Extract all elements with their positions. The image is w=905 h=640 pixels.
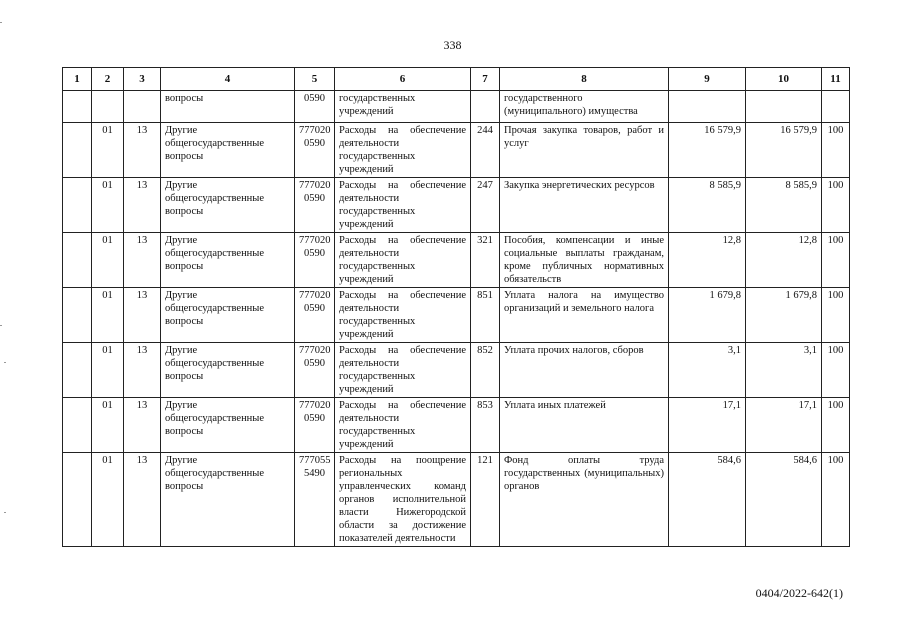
cell-target-article-name: Расходы на обеспечение деятельности государственных учреждений xyxy=(335,288,471,343)
scan-mark xyxy=(4,512,6,513)
cell-row-number xyxy=(63,288,92,343)
cell-amount-executed: 1 679,8 xyxy=(746,288,822,343)
cell-section: 01 xyxy=(92,398,124,453)
cell-subsection-name: Другие общегосударственные вопросы xyxy=(161,123,295,178)
cell-row-number xyxy=(63,233,92,288)
cell-amount-planned: 16 579,9 xyxy=(669,123,746,178)
cell-target-article: 777020 0590 xyxy=(295,233,335,288)
cell-amount-planned: 584,6 xyxy=(669,453,746,547)
cell-percent: 100 xyxy=(822,178,850,233)
header-cell: 4 xyxy=(161,68,295,91)
cell-target-article-name: государственных учреждений xyxy=(335,91,471,123)
header-cell: 6 xyxy=(335,68,471,91)
header-cell: 9 xyxy=(669,68,746,91)
cell-section: 01 xyxy=(92,233,124,288)
cell-expense-type-name: Уплата иных платежей xyxy=(500,398,669,453)
cell-target-article: 777020 0590 xyxy=(295,178,335,233)
cell-percent: 100 xyxy=(822,398,850,453)
cell-subsection-name: вопросы xyxy=(161,91,295,123)
cell-subsection-name: Другие общегосударственные вопросы xyxy=(161,178,295,233)
header-cell: 2 xyxy=(92,68,124,91)
table-row xyxy=(63,178,850,233)
cell-subsection-name: Другие общегосударственные вопросы xyxy=(161,398,295,453)
cell-expense-type: 121 xyxy=(471,453,500,547)
cell-amount-planned: 3,1 xyxy=(669,343,746,398)
cell-row-number xyxy=(63,398,92,453)
cell-section xyxy=(92,91,124,123)
cell-subsection-name: Другие общегосударственные вопросы xyxy=(161,233,295,288)
cell-subsection: 13 xyxy=(124,123,161,178)
cell-amount-executed: 17,1 xyxy=(746,398,822,453)
cell-target-article-name: Расходы на поощрение региональных управленческих команд органов исполнительной власти Нижегородской области за достижение показателей деятельности xyxy=(335,453,471,547)
table-row xyxy=(63,288,850,343)
cell-target-article: 777020 0590 xyxy=(295,398,335,453)
cell-expense-type: 247 xyxy=(471,178,500,233)
table-row xyxy=(63,398,850,453)
cell-amount-executed: 3,1 xyxy=(746,343,822,398)
cell-amount-executed xyxy=(746,91,822,123)
cell-expense-type: 853 xyxy=(471,398,500,453)
cell-section: 01 xyxy=(92,288,124,343)
cell-subsection-name: Другие общегосударственные вопросы xyxy=(161,288,295,343)
cell-subsection-name: Другие общегосударственные вопросы xyxy=(161,453,295,547)
header-cell: 5 xyxy=(295,68,335,91)
table-row xyxy=(63,123,850,178)
cell-target-article: 777020 0590 xyxy=(295,343,335,398)
cell-amount-planned: 17,1 xyxy=(669,398,746,453)
scan-mark xyxy=(4,362,6,363)
cell-expense-type-name: государственного (муниципального) имущества xyxy=(500,91,669,123)
header-cell: 7 xyxy=(471,68,500,91)
cell-subsection-name: Другие общегосударственные вопросы xyxy=(161,343,295,398)
scan-mark xyxy=(0,22,2,23)
budget-table xyxy=(62,67,850,547)
header-cell: 11 xyxy=(822,68,850,91)
table-row xyxy=(63,343,850,398)
table-row xyxy=(63,233,850,288)
cell-subsection: 13 xyxy=(124,343,161,398)
cell-percent: 100 xyxy=(822,453,850,547)
cell-amount-executed: 584,6 xyxy=(746,453,822,547)
cell-section: 01 xyxy=(92,343,124,398)
cell-expense-type: 244 xyxy=(471,123,500,178)
cell-expense-type-name: Уплата прочих налогов, сборов xyxy=(500,343,669,398)
cell-target-article-name: Расходы на обеспечение деятельности государственных учреждений xyxy=(335,123,471,178)
cell-target-article: 777020 0590 xyxy=(295,123,335,178)
cell-row-number xyxy=(63,343,92,398)
cell-row-number xyxy=(63,91,92,123)
cell-expense-type: 321 xyxy=(471,233,500,288)
header-cell: 3 xyxy=(124,68,161,91)
cell-subsection xyxy=(124,91,161,123)
document-code: 0404/2022-642(1) xyxy=(755,586,843,600)
cell-subsection: 13 xyxy=(124,288,161,343)
cell-row-number xyxy=(63,178,92,233)
header-cell: 10 xyxy=(746,68,822,91)
cell-section: 01 xyxy=(92,453,124,547)
header-cell: 8 xyxy=(500,68,669,91)
cell-amount-executed: 12,8 xyxy=(746,233,822,288)
cell-target-article-name: Расходы на обеспечение деятельности государственных учреждений xyxy=(335,398,471,453)
cell-subsection: 13 xyxy=(124,178,161,233)
cell-target-article: 777020 0590 xyxy=(295,288,335,343)
cell-target-article-name: Расходы на обеспечение деятельности государственных учреждений xyxy=(335,233,471,288)
cell-subsection: 13 xyxy=(124,453,161,547)
cell-target-article-name: Расходы на обеспечение деятельности государственных учреждений xyxy=(335,343,471,398)
header-cell: 1 xyxy=(63,68,92,91)
scan-mark xyxy=(0,325,2,326)
cell-target-article: 0590 xyxy=(295,91,335,123)
cell-percent: 100 xyxy=(822,233,850,288)
cell-amount-executed: 8 585,9 xyxy=(746,178,822,233)
cell-row-number xyxy=(63,123,92,178)
table-row xyxy=(63,91,850,123)
table-row xyxy=(63,453,850,547)
cell-subsection: 13 xyxy=(124,398,161,453)
cell-target-article-name: Расходы на обеспечение деятельности государственных учреждений xyxy=(335,178,471,233)
cell-amount-planned: 8 585,9 xyxy=(669,178,746,233)
cell-expense-type-name: Пособия, компенсации и иные социальные выплаты гражданам, кроме публичных нормативных обязательств xyxy=(500,233,669,288)
cell-amount-planned: 1 679,8 xyxy=(669,288,746,343)
table-header-row xyxy=(63,68,850,91)
cell-subsection: 13 xyxy=(124,233,161,288)
cell-amount-executed: 16 579,9 xyxy=(746,123,822,178)
cell-amount-planned xyxy=(669,91,746,123)
cell-expense-type: 852 xyxy=(471,343,500,398)
cell-expense-type-name: Уплата налога на имущество организаций и земельного налога xyxy=(500,288,669,343)
cell-percent: 100 xyxy=(822,123,850,178)
cell-expense-type-name: Прочая закупка товаров, работ и услуг xyxy=(500,123,669,178)
cell-expense-type: 851 xyxy=(471,288,500,343)
cell-row-number xyxy=(63,453,92,547)
cell-expense-type-name: Закупка энергетических ресурсов xyxy=(500,178,669,233)
cell-expense-type xyxy=(471,91,500,123)
cell-amount-planned: 12,8 xyxy=(669,233,746,288)
cell-percent: 100 xyxy=(822,343,850,398)
cell-target-article: 777055 5490 xyxy=(295,453,335,547)
cell-percent xyxy=(822,91,850,123)
cell-section: 01 xyxy=(92,178,124,233)
cell-percent: 100 xyxy=(822,288,850,343)
page-number: 338 xyxy=(443,38,462,52)
cell-section: 01 xyxy=(92,123,124,178)
cell-expense-type-name: Фонд оплаты труда государственных (муниципальных) органов xyxy=(500,453,669,547)
